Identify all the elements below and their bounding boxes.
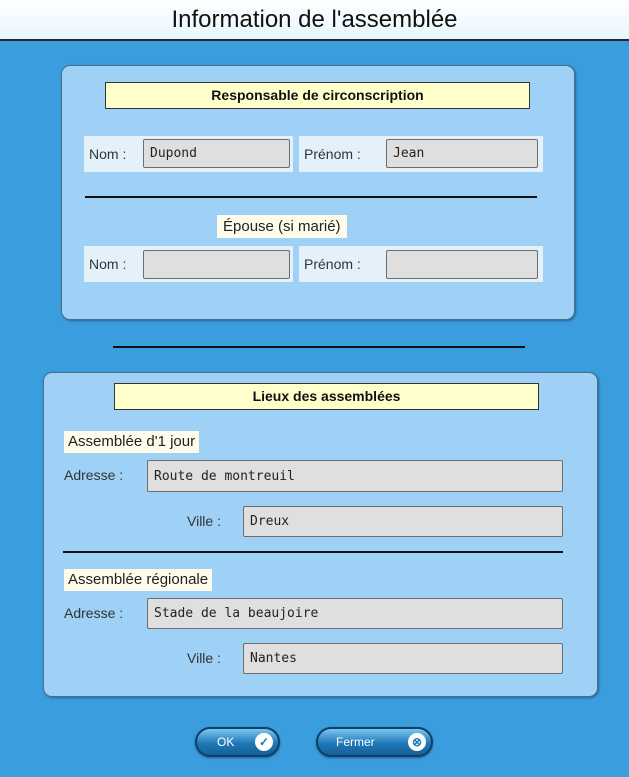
regionale-adresse-label: Adresse : <box>64 605 124 621</box>
responsable-panel <box>61 65 575 320</box>
responsable-nom-label: Nom : <box>89 146 127 162</box>
un-jour-ville-label: Ville : <box>187 513 221 529</box>
regionale-ville-field[interactable]: Nantes <box>243 643 563 674</box>
section-divider <box>113 346 525 348</box>
responsable-header: Responsable de circonscription <box>105 82 530 109</box>
lieux-panel <box>43 372 598 697</box>
responsable-prenom-label: Prénom : <box>304 146 361 162</box>
close-button[interactable] <box>316 727 433 757</box>
window-titlebar <box>0 0 629 41</box>
epouse-nom-label: Nom : <box>89 256 127 272</box>
responsable-prenom-cell <box>299 136 543 172</box>
ok-button-label: OK <box>217 735 235 749</box>
responsable-nom-cell <box>84 136 293 172</box>
epouse-prenom-field[interactable] <box>386 250 538 279</box>
epouse-nom-field[interactable] <box>143 250 290 279</box>
regionale-title: Assemblée régionale <box>64 569 212 591</box>
close-circle-icon: ⊗ <box>408 733 426 751</box>
epouse-title: Épouse (si marié) <box>217 215 347 238</box>
responsable-nom-field[interactable]: Dupond <box>143 139 290 168</box>
epouse-prenom-cell <box>299 246 543 282</box>
ok-button[interactable] <box>195 727 280 757</box>
regionale-ville-label: Ville : <box>187 650 221 666</box>
regionale-adresse-field[interactable]: Stade de la beaujoire <box>147 598 563 629</box>
close-button-label: Fermer <box>336 735 375 749</box>
lieux-divider <box>63 551 563 553</box>
un-jour-adresse-field[interactable]: Route de montreuil <box>147 460 563 492</box>
un-jour-ville-field[interactable]: Dreux <box>243 506 563 537</box>
responsable-prenom-field[interactable]: Jean <box>386 139 538 168</box>
lieux-header: Lieux des assemblées <box>114 383 539 410</box>
epouse-nom-cell <box>84 246 293 282</box>
check-icon: ✓ <box>255 733 273 751</box>
un-jour-adresse-label: Adresse : <box>64 467 124 483</box>
responsable-divider <box>85 196 537 198</box>
window-title: Information de l'assemblée <box>171 6 458 33</box>
epouse-prenom-label: Prénom : <box>304 256 361 272</box>
un-jour-title: Assemblée d'1 jour <box>64 431 199 453</box>
